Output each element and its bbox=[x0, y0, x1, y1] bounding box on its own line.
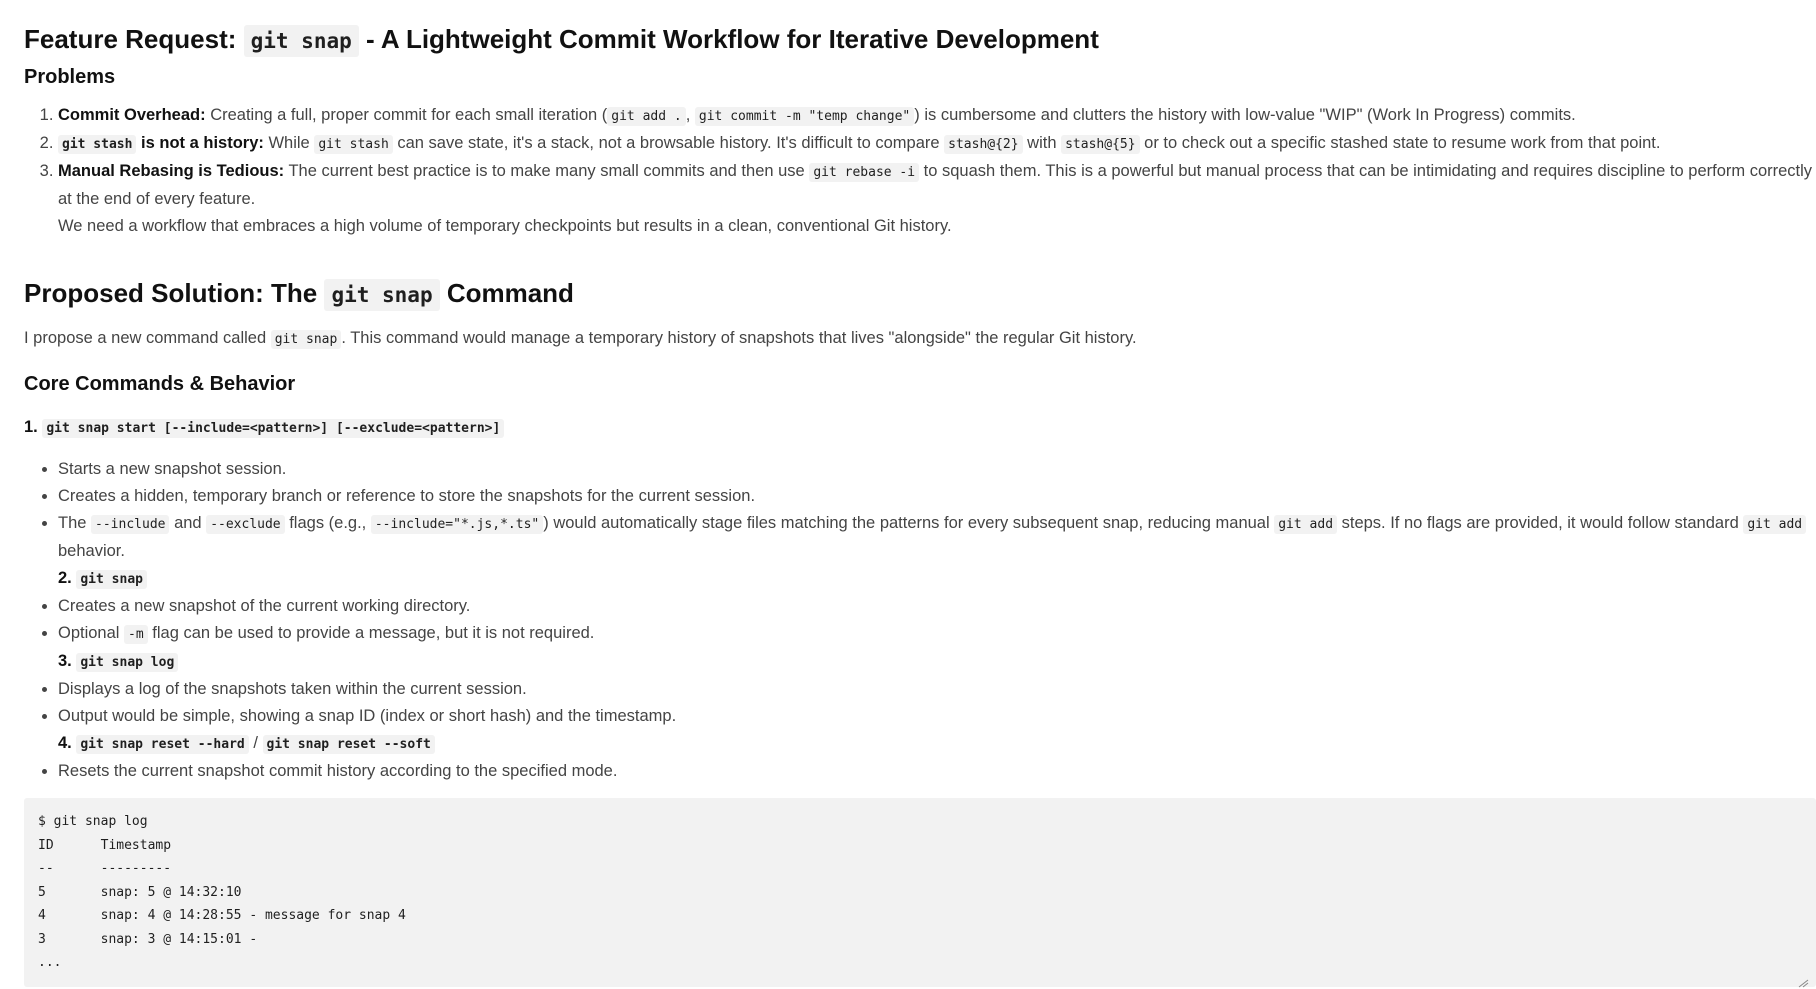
inline-code: --include bbox=[91, 515, 169, 534]
list-item bbox=[58, 102, 1816, 130]
inline-code: git stash bbox=[314, 135, 392, 154]
bullet-text: behavior. bbox=[58, 542, 125, 560]
cmd-number: 1. bbox=[24, 418, 43, 436]
cmd4-bullets bbox=[24, 758, 1816, 785]
list-item: • Creates a new snapshot of the current working directory. bbox=[58, 593, 1816, 620]
problem-text: Creating a full, proper commit for each small iteration ( bbox=[205, 106, 608, 124]
list-item bbox=[58, 620, 1816, 648]
resize-handle-icon[interactable] bbox=[1796, 978, 1810, 988]
terminal-section bbox=[24, 798, 1816, 987]
problem-title-text: is not a history: bbox=[136, 134, 264, 152]
inline-code: git add bbox=[1274, 515, 1337, 534]
inline-code: git rebase -i bbox=[809, 163, 919, 182]
inline-code: -m bbox=[124, 625, 148, 644]
heading-code: git snap bbox=[324, 279, 439, 311]
inline-code: git add . bbox=[607, 107, 685, 126]
problem-text: can save state, it's a stack, not a browsable history. It's difficult to compare bbox=[392, 134, 945, 152]
cmd-code: git snap reset --hard bbox=[76, 735, 248, 754]
problem-title: Commit Overhead: bbox=[58, 106, 206, 124]
problems-summary: We need a workflow that embraces a high volume of temporary checkpoints but results in a clean, conventional Git history. bbox=[58, 217, 952, 235]
bullet-text: flag can be used to provide a message, but it is not required. bbox=[147, 624, 595, 642]
commands-section bbox=[24, 456, 1816, 785]
inline-code: --include="*.js,*.ts" bbox=[371, 515, 543, 534]
problem-title: Manual Rebasing is Tedious: bbox=[58, 162, 285, 180]
intro-text: . This command would manage a temporary history of snapshots that lives "alongside" the regular Git history. bbox=[341, 329, 1137, 347]
bullet-text: Optional bbox=[58, 624, 125, 642]
cmd3-heading bbox=[24, 648, 1816, 676]
problem-text: with bbox=[1022, 134, 1062, 152]
cmd1-heading-row bbox=[24, 415, 1816, 441]
list-item: • Output would be simple, showing a snap ID (index or short hash) and the timestamp. bbox=[58, 703, 1816, 730]
list-item: • Resets the current snapshot commit history according to the specified mode. bbox=[58, 758, 1816, 785]
proposed-heading bbox=[24, 278, 574, 309]
inline-code: git snap bbox=[271, 330, 342, 349]
inline-code: git stash bbox=[58, 135, 136, 154]
cmd4-heading bbox=[24, 730, 1816, 758]
cmd-code: git snap start [--include=<pattern>] [--exclude=<pattern>] bbox=[42, 419, 504, 438]
cmd2-bullets bbox=[24, 593, 1816, 648]
cmd-number: 3. bbox=[58, 652, 77, 670]
resize-handle-glyph bbox=[1796, 978, 1810, 988]
problems-heading: Problems bbox=[24, 66, 116, 88]
cmd1-bullets bbox=[24, 456, 1816, 565]
intro-paragraph bbox=[24, 326, 1816, 352]
inline-code: git commit -m "temp change" bbox=[695, 107, 914, 126]
title-code: git snap bbox=[244, 25, 359, 57]
bullet-text: flags (e.g., bbox=[284, 514, 371, 532]
bullet-text: and bbox=[169, 514, 207, 532]
inline-code: stash@{2} bbox=[944, 135, 1022, 154]
problem-text: ) is cumbersome and clutters the history with low-value "WIP" (Work In Progress) commits. bbox=[914, 106, 1576, 124]
problem-text: While bbox=[263, 134, 315, 152]
core-heading: Core Commands & Behavior bbox=[24, 373, 296, 395]
problem-title bbox=[58, 134, 264, 152]
bullet-text: steps. If no flags are provided, it would follow standard bbox=[1337, 514, 1744, 532]
cmd2-heading bbox=[24, 565, 1816, 593]
cmd1-heading bbox=[24, 415, 1816, 441]
problems-list bbox=[24, 102, 1816, 213]
list-item bbox=[58, 130, 1816, 158]
heading-text: Proposed Solution: The bbox=[24, 278, 325, 308]
intro-text: I propose a new command called bbox=[24, 329, 271, 347]
problems-section bbox=[24, 102, 1816, 240]
title-suffix: - A Lightweight Commit Workflow for Iterative Development bbox=[358, 24, 1099, 54]
list-item: • Displays a log of the snapshots taken within the current session. bbox=[58, 676, 1816, 703]
cmd-code: git snap bbox=[76, 570, 147, 589]
problem-text: to squash them. This is a powerful but manual process that can be intimidating and requires discipline to perform correctly at the end of every feature. bbox=[58, 162, 1813, 208]
inline-code: --exclude bbox=[206, 515, 284, 534]
proposed-intro bbox=[24, 326, 1816, 352]
list-item bbox=[58, 510, 1816, 565]
cmd-code: git snap log bbox=[76, 653, 178, 672]
problem-text: The current best practice is to make many small commits and then use bbox=[284, 162, 810, 180]
inline-code: stash@{5} bbox=[1061, 135, 1139, 154]
cmd-code: git snap reset --soft bbox=[263, 735, 435, 754]
list-item bbox=[58, 158, 1816, 213]
page-title bbox=[24, 24, 1099, 55]
heading-text: Command bbox=[439, 278, 574, 308]
bullet-text: ) would automatically stage files matching the patterns for every subsequent snap, reducing manual bbox=[543, 514, 1275, 532]
cmd3-bullets bbox=[24, 676, 1816, 730]
problem-text: , bbox=[685, 106, 695, 124]
bullet-text: The bbox=[58, 514, 92, 532]
cmd-number: 4. bbox=[58, 734, 77, 752]
list-item: • Starts a new snapshot session. bbox=[58, 456, 1816, 483]
cmd-separator: / bbox=[248, 734, 263, 752]
list-item: • Creates a hidden, temporary branch or reference to store the snapshots for the current session. bbox=[58, 483, 1816, 510]
terminal-output: $ git snap log ID Timestamp -- --------- 5 snap: 5 @ 14:32:10 4 snap: 4 @ 14:28:55 - message for snap 4 3 snap: 3 @ 14:15:01 - ... bbox=[24, 798, 1816, 987]
title-prefix: Feature Request: bbox=[24, 24, 244, 54]
inline-code: git add bbox=[1743, 515, 1806, 534]
problem-text: or to check out a specific stashed state to resume work from that point. bbox=[1139, 134, 1661, 152]
cmd-number: 2. bbox=[58, 569, 77, 587]
